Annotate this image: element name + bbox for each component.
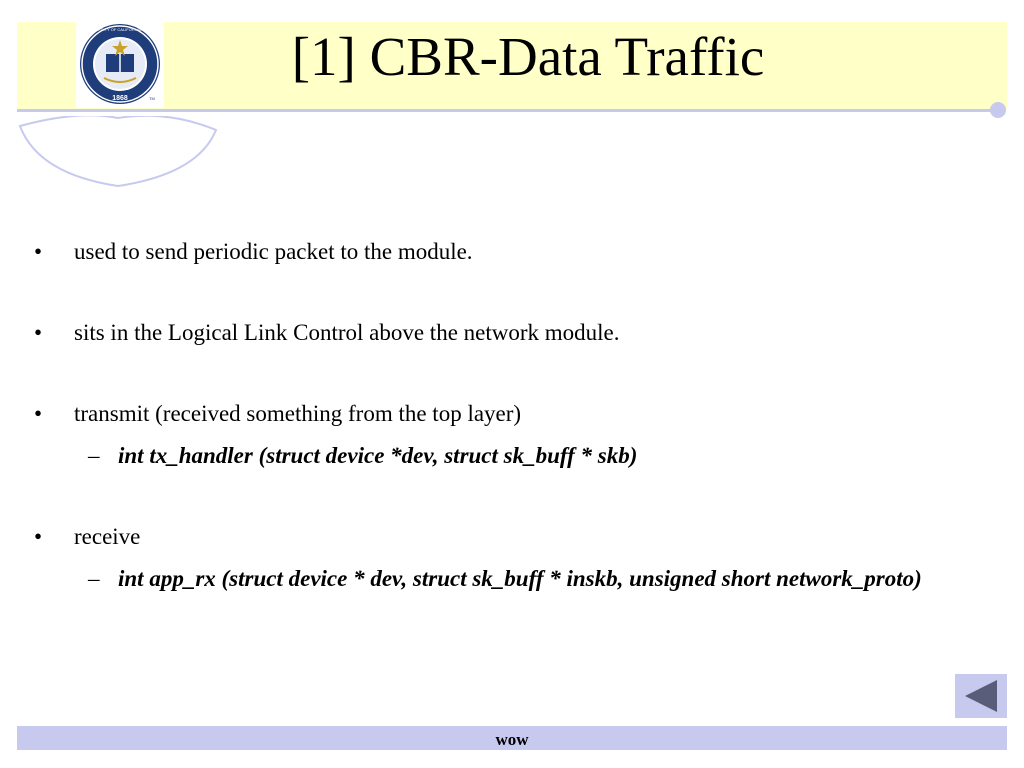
bullet-text: receive	[74, 524, 141, 549]
seal-trademark: TM	[149, 96, 155, 101]
previous-slide-button[interactable]	[955, 674, 1007, 718]
footer-text: wow	[495, 730, 529, 749]
seal-text: THE UNIVERSITY OF CALIFORNIA BERKELEY	[76, 27, 164, 32]
sub-item-text: int app_rx (struct device * dev, struct sk_buff * inskb, unsigned short network_proto)	[118, 566, 922, 591]
bullet-mark: •	[34, 401, 43, 426]
bullet-mark: •	[34, 320, 43, 345]
bullet-text: transmit (received something from the top layer)	[74, 401, 522, 426]
slide-title: [1] CBR-Data Traffic	[291, 26, 765, 87]
sub-item-text: int tx_handler (struct device *dev, struct sk_buff * skb)	[118, 443, 638, 468]
sub-item-mark: –	[88, 566, 100, 591]
bullet-mark: •	[34, 239, 43, 264]
triangle-left-icon	[955, 674, 1007, 718]
bullet-text: sits in the Logical Link Control above the network module.	[74, 320, 620, 345]
bullet-text: used to send periodic packet to the module.	[74, 239, 473, 264]
seal-year: 1868	[112, 95, 128, 102]
sub-item-mark: –	[88, 443, 100, 468]
bullet-mark: •	[34, 524, 43, 549]
slide-footer	[17, 726, 1007, 750]
